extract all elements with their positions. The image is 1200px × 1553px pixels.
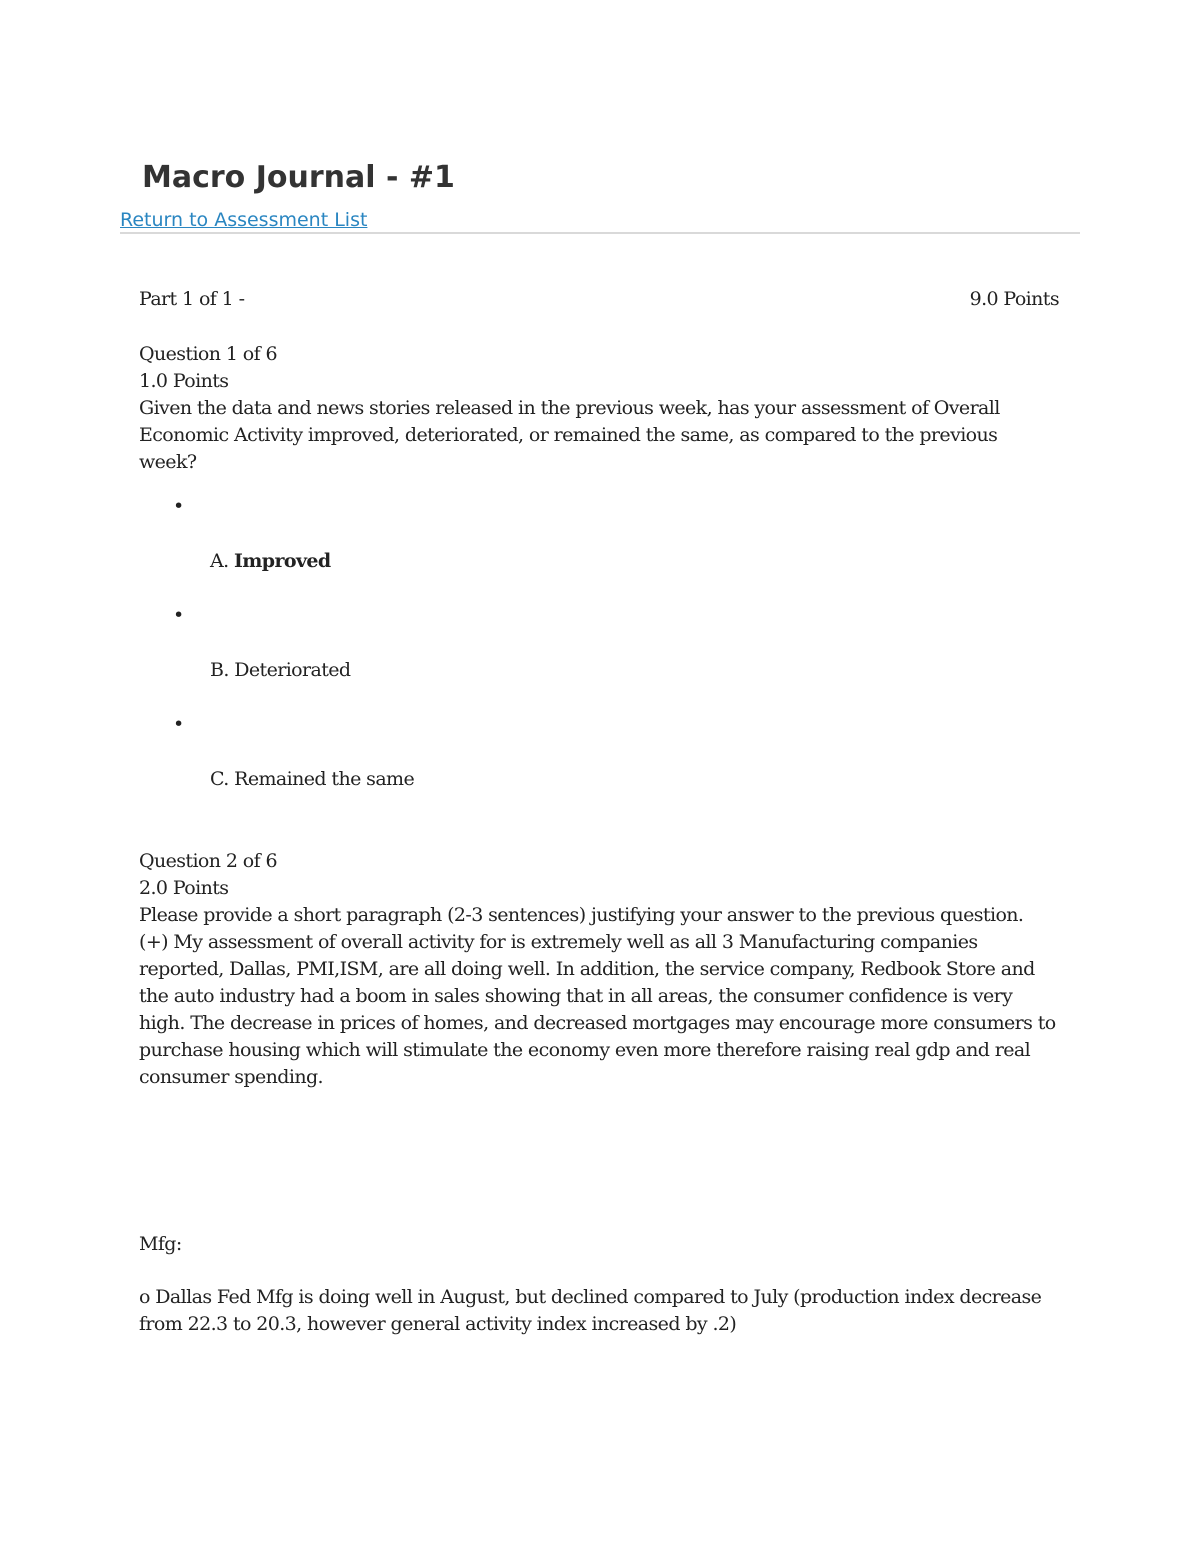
question-1-points: 1.0 Points xyxy=(139,370,229,392)
assessment-content xyxy=(139,286,1059,1338)
part-label: Part 1 of 1 - xyxy=(139,288,245,310)
option-a-label xyxy=(210,548,331,575)
return-to-assessment-list-link[interactable]: Return to Assessment List xyxy=(120,209,368,231)
notes-heading: Mfg: xyxy=(139,1233,182,1255)
option-c-text: Remained the same xyxy=(234,768,415,790)
option-c-letter: C. xyxy=(210,768,229,790)
page-title: Macro Journal - #1 xyxy=(142,160,455,195)
notes-item: o Dallas Fed Mfg is doing well in August, but declined compared to July (production index decrease from 22.3 to 20.3, however general activity index increased by .2) xyxy=(139,1286,1042,1335)
option-c-label xyxy=(210,766,414,793)
bullet-icon: • xyxy=(173,495,184,517)
question-1-prompt: Given the data and news stories released in the previous week, has your assessment of Overall Economic Activity improved, deteriorated, or remained the same, as compared to the previous week? xyxy=(139,397,1000,473)
option-b-label xyxy=(210,657,350,684)
question-1 xyxy=(139,341,1059,803)
part-points: 9.0 Points xyxy=(969,288,1059,310)
option-a-letter: A. xyxy=(210,550,229,572)
bullet-icon: • xyxy=(173,604,184,626)
part-header xyxy=(139,286,1059,313)
bullet-icon: • xyxy=(173,713,184,735)
question-2-number: Question 2 of 6 xyxy=(139,850,277,872)
question-1-number: Question 1 of 6 xyxy=(139,343,277,365)
option-b-text: Deteriorated xyxy=(234,659,351,681)
option-a[interactable] xyxy=(139,476,1059,585)
question-1-options xyxy=(139,476,1059,803)
option-b[interactable] xyxy=(139,585,1059,694)
option-c[interactable] xyxy=(139,694,1059,803)
option-b-letter: B. xyxy=(210,659,229,681)
question-2-answer: (+) My assessment of overall activity for is extremely well as all 3 Manufacturing companies reported, Dallas, PMI,ISM, are all doing well. In addition, the service company, Redbook Store and the auto industry had a boom in sales showing that in all areas, the consumer confidence is very high. The decrease in prices of homes, and decreased mortgages may encourage more consumers to purchase housing which will stimulate the economy even more therefore raising real gdp and real consumer spending. xyxy=(139,931,1056,1088)
option-a-text: Improved xyxy=(234,550,331,572)
question-2 xyxy=(139,848,1059,1091)
question-2-prompt: Please provide a short paragraph (2-3 sentences) justifying your answer to the previous question. xyxy=(139,904,1024,926)
header-divider xyxy=(120,232,1080,234)
question-2-points: 2.0 Points xyxy=(139,877,229,899)
